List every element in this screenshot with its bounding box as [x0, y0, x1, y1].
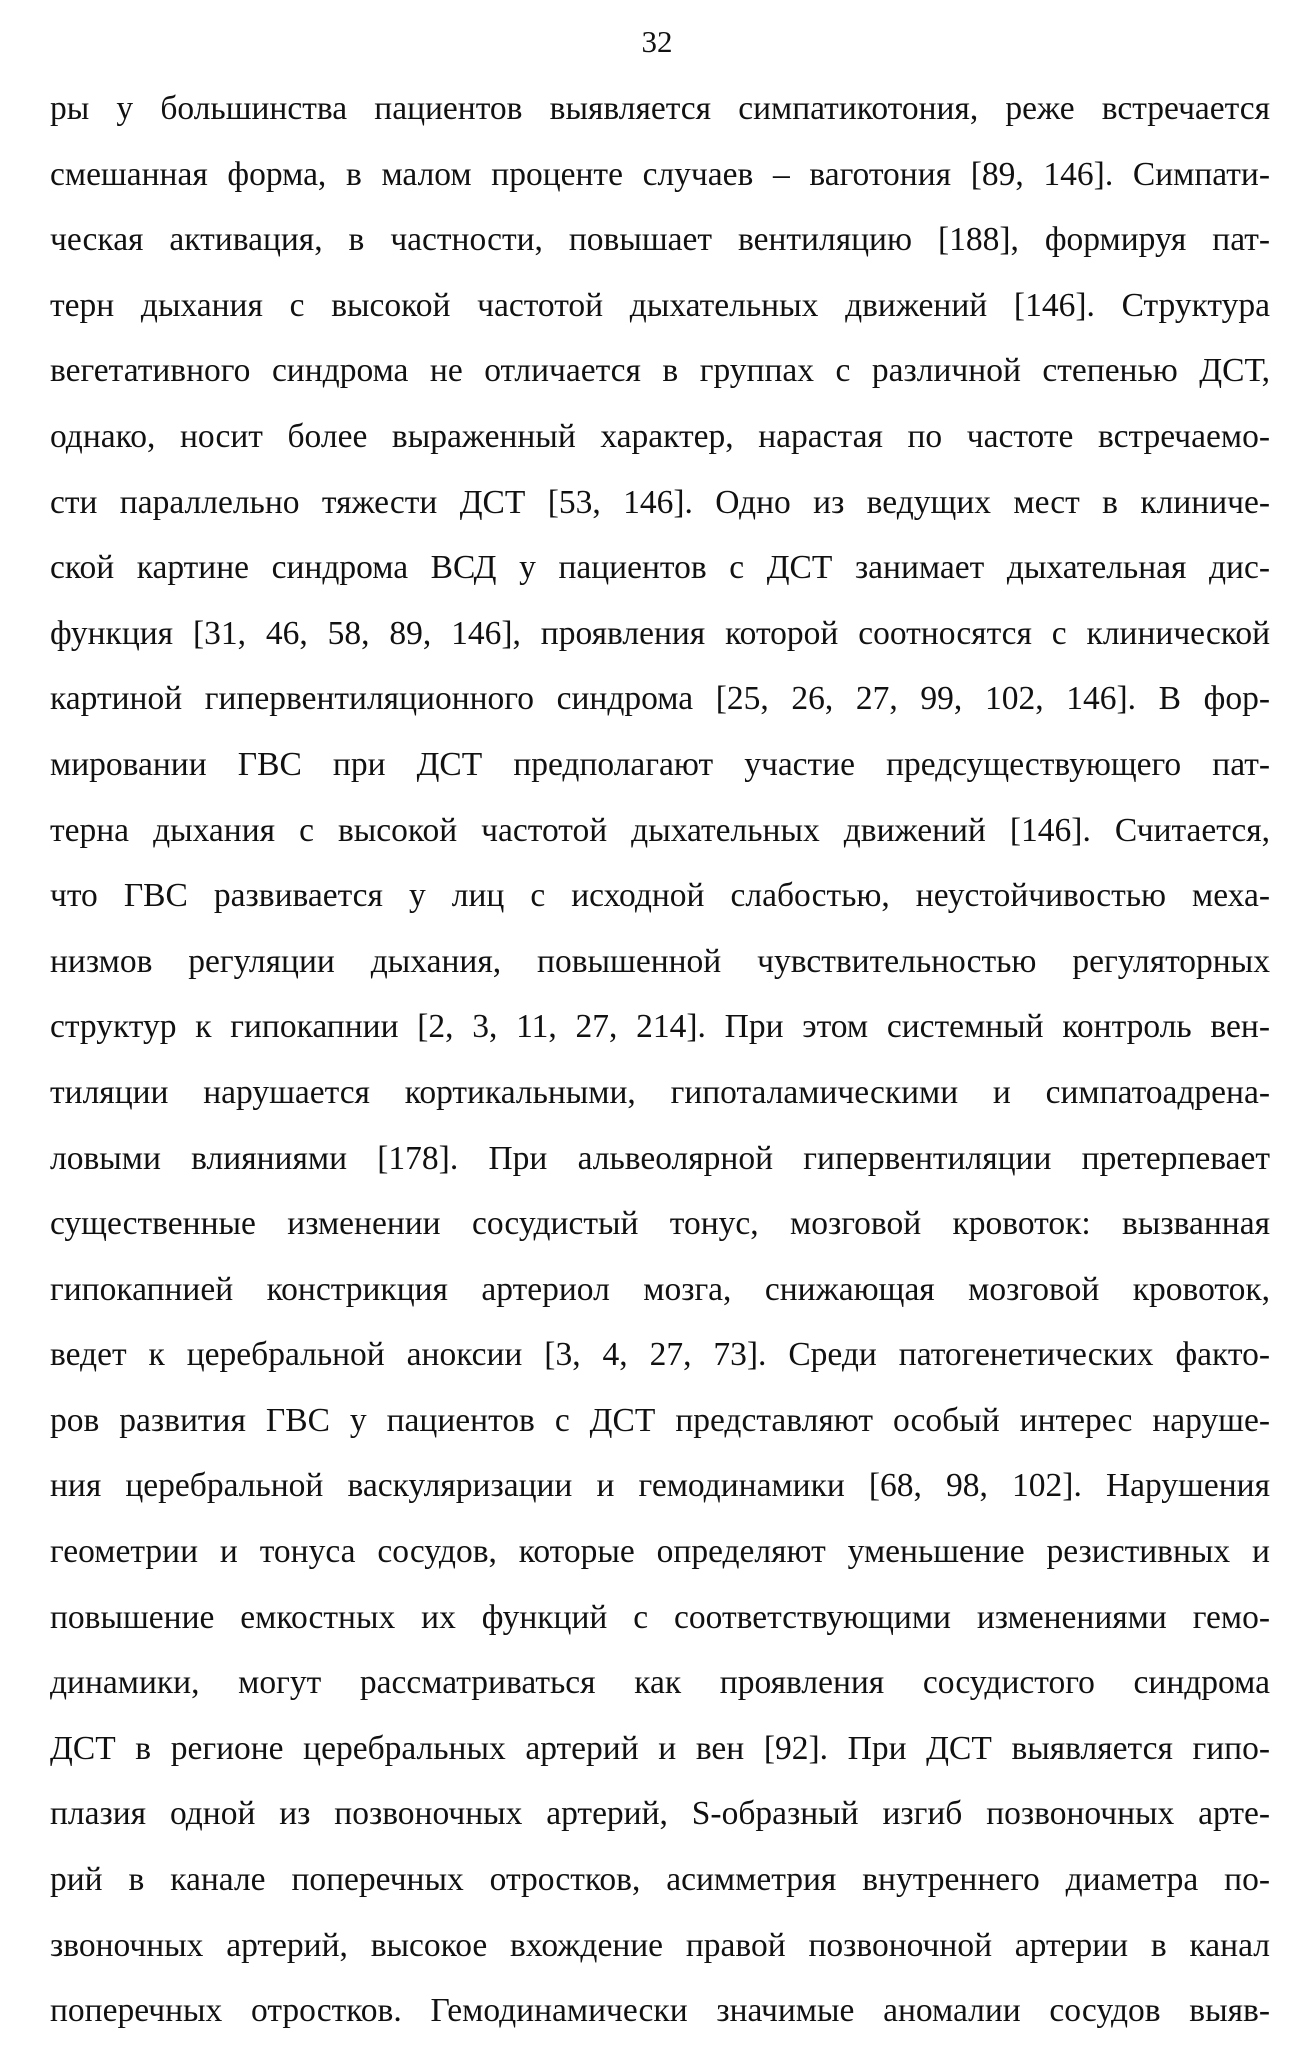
text-line: мировании ГВС при ДСТ предполагают участие предсуществующего пат-: [50, 745, 1270, 783]
text-line: повышение емкостных их функций с соответствующими изменениями гемо-: [50, 1598, 1270, 1636]
text-line: ры у большинства пациентов выявляется симпатикотония, реже встречается: [50, 90, 1270, 127]
text-line: плазия одной из позвоночных артерий, S-образный изгиб позвоночных арте-: [50, 1795, 1270, 1833]
text-line: ской картине синдрома ВСД у пациентов с ДСТ занимает дыхательная дис-: [50, 549, 1270, 587]
text-line: смешанная форма, в малом проценте случаев – ваготония [89, 146]. Симпати-: [50, 155, 1270, 193]
text-line: терна дыхания с высокой частотой дыхательных движений [146]. Считается,: [50, 811, 1270, 849]
text-line: рий в канале поперечных отростков, асимметрия внутреннего диаметра по-: [50, 1861, 1270, 1899]
text-line: поперечных отростков. Гемодинамически значимые аномалии сосудов выяв-: [50, 1992, 1270, 2030]
text-line: существенные изменении сосудистый тонус, мозговой кровоток: вызванная: [50, 1205, 1270, 1243]
text-line: вегетативного синдрома не отличается в группах с различной степенью ДСТ,: [50, 352, 1270, 390]
text-line: гипокапнией констрикция артериол мозга, снижающая мозговой кровоток,: [50, 1270, 1270, 1308]
text-line: структур к гипокапнии [2, 3, 11, 27, 214]. При этом системный контроль вен-: [50, 1008, 1270, 1046]
text-line: терн дыхания с высокой частотой дыхательных движений [146]. Структура: [50, 286, 1270, 324]
text-line: сти параллельно тяжести ДСТ [53, 146]. Одно из ведущих мест в клиниче-: [50, 483, 1270, 521]
text-line: звоночных артерий, высокое вхождение правой позвоночной артерии в канал: [50, 1926, 1270, 1964]
text-line: ческая активация, в частности, повышает вентиляцию [188], формируя пат-: [50, 221, 1270, 259]
text-line: ДСТ в регионе церебральных артерий и вен [92]. При ДСТ выявляется гипо-: [50, 1729, 1270, 1767]
text-line: ловыми влияниями [178]. При альвеолярной гипервентиляции претерпевает: [50, 1139, 1270, 1177]
text-line: ния церебральной васкуляризации и гемодинамики [68, 98, 102]. Нарушения: [50, 1467, 1270, 1505]
text-line: картиной гипервентиляционного синдрома [25, 26, 27, 99, 102, 146]. В фор-: [50, 680, 1270, 718]
text-line: ров развития ГВС у пациентов с ДСТ представляют особый интерес наруше-: [50, 1401, 1270, 1439]
text-line: функция [31, 46, 58, 89, 146], проявления которой соотносятся с клинической: [50, 614, 1270, 652]
text-line: ведет к церебральной аноксии [3, 4, 27, 73]. Среди патогенетических факто-: [50, 1336, 1270, 1374]
text-line: что ГВС развивается у лиц с исходной слабостью, неустойчивостью меха-: [50, 877, 1270, 915]
body-text: [50, 76, 1270, 2044]
text-line: динамики, могут рассматриваться как проявления сосудистого синдрома: [50, 1664, 1270, 1702]
text-line: геометрии и тонуса сосудов, которые определяют уменьшение резистивных и: [50, 1533, 1270, 1571]
text-line: однако, носит более выраженный характер, нарастая по частоте встречаемо-: [50, 417, 1270, 455]
text-line: тиляции нарушается кортикальными, гипоталамическими и симпатоадрена-: [50, 1073, 1270, 1111]
text-line: низмов регуляции дыхания, повышенной чувствительностью регуляторных: [50, 942, 1270, 980]
page-number: 32: [641, 24, 673, 59]
